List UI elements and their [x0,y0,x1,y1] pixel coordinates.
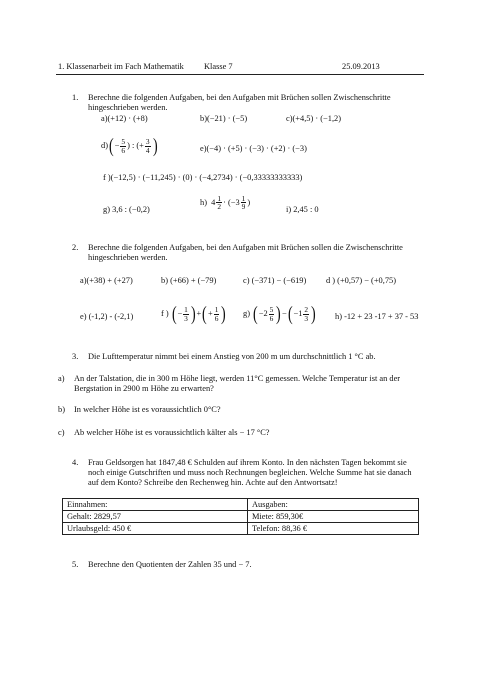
table-cell: Einnahmen: [63,499,248,511]
header-class: Klasse 7 [204,62,233,71]
task1-h: h) 4 $\frac{1}{2}$ · (−3 $\frac{1}{9}$ ) [200,194,251,212]
task1-d-label: d) [101,140,108,150]
task5-number: 5. [72,560,79,569]
task1-b: b)(−21) · (−5) [200,114,248,123]
task1-a: a)(+12) · (+8) [101,114,148,123]
table-cell: Urlaubsgeld: 450 € [63,523,248,535]
task4-instructions: Frau Geldsorgen hat 1847,48 € Schulden auf ihrem Konto. In den nächsten Tagen bekommt sie noch einige Gutschriften und muss noch Rechnungen begleichen. Welche Summe hat sie danach auf dem Konto? Schreibe den Rechenweg hin. Achte auf den Antwortsatz! [88,458,412,487]
task3-b-label: b) [58,405,65,414]
task2-c: c) (−371) − (−619) [243,276,307,285]
task1-h-label: h) [200,197,207,207]
table-row [63,499,419,511]
task2-f: f ) (− $\frac{1}{3}$ )+(+ $\frac{1}{6}$ ) [161,303,227,325]
table-row [63,523,419,535]
task2-g: g) (−2 $\frac{5}{6}$ )−(−1 $\frac{2}{3}$ ) [243,303,316,325]
task2-a: a)(+38) + (+27) [80,276,133,285]
task1-instructions: Berechne die folgenden Aufgaben, bei den Aufgaben mit Brüchen sollen Zwischenschritte hingeschrieben werden. [88,93,391,112]
table-row [63,511,419,523]
fraction: $\frac{1}{2}$ [217,194,222,212]
task1-number: 1. [72,93,79,102]
table-cell: Ausgaben: [248,499,419,511]
task2-b: b) (+66) + (−79) [161,276,217,285]
fraction: $\frac{3}{4}$ [145,137,150,155]
task1-e: e)(−4) · (+5) · (−3) · (+2) · (−3) [200,144,307,153]
task3-a-label: a) [58,374,65,383]
task2-instructions: Berechne die folgenden Aufgaben, bei den Aufgaben mit Brüchen sollen die Zwischenschritte hingeschrieben werden. [88,243,403,262]
header-title: 1. Klassenarbeit im Fach Mathematik [58,62,184,71]
table-cell: Gehalt: 2829,57 [63,511,248,523]
fraction: $\frac{1}{9}$ [241,194,246,212]
table-cell: Miete: 859,30€ [248,511,419,523]
task2-number: 2. [72,243,79,252]
task5-instructions: Berechne den Quotienten der Zahlen 35 und − 7. [88,560,252,569]
task1-g: g) 3,6 : (−0,2) [103,205,150,214]
fraction: $\frac{5}{6}$ [269,305,274,323]
task2-g-label: g) [243,308,250,318]
task3-b-text: In welcher Höhe ist es voraussichtlich 0°C? [74,405,221,414]
header-date: 25.09.2013 [342,62,380,71]
task1-i: i) 2,45 : 0 [286,205,319,214]
task3-c-label: c) [58,428,65,437]
task3-c-text: Ab welcher Höhe ist es voraussichtlich kälter als − 17 °C? [74,428,270,437]
task1-f: f )(−12,5) · (−11,245) · (0) · (−4,2734) · (−0,33333333333) [103,173,303,182]
table-cell: Telefon: 88,36 € [248,523,419,535]
header-rule [56,74,424,75]
fraction: $\frac{2}{3}$ [304,305,309,323]
task2-f-label: f ) [161,308,169,318]
task1-d: d)(− $\frac{5}{6}$ ) : (+ $\frac{3}{4}$ ) [101,135,158,157]
income-expense-table [62,498,419,535]
fraction: $\frac{1}{3}$ [184,305,188,323]
task3-instructions: Die Lufttemperatur nimmt bei einem Anstieg von 200 m um durchschnittlich 1 °C ab. [88,352,376,361]
task2-d: d ) (+0,57) − (+0,75) [326,276,396,285]
fraction: $\frac{5}{6}$ [121,137,126,155]
task4-number: 4. [72,458,79,467]
task2-e: e) (-1,2) - (-2,1) [80,312,134,321]
fraction: $\frac{1}{6}$ [214,305,219,323]
task1-c: c)(+4,5) · (−1,2) [286,114,342,123]
task2-h: h) -12 + 23 -17 + 37 - 53 [335,312,419,321]
task3-a-text: An der Talstation, die in 300 m Höhe liegt, werden 11°C gemessen. Welche Temperatur ist an der Bergstation in 2900 m Höhe zu erwarten? [74,374,401,393]
task3-number: 3. [72,352,79,361]
